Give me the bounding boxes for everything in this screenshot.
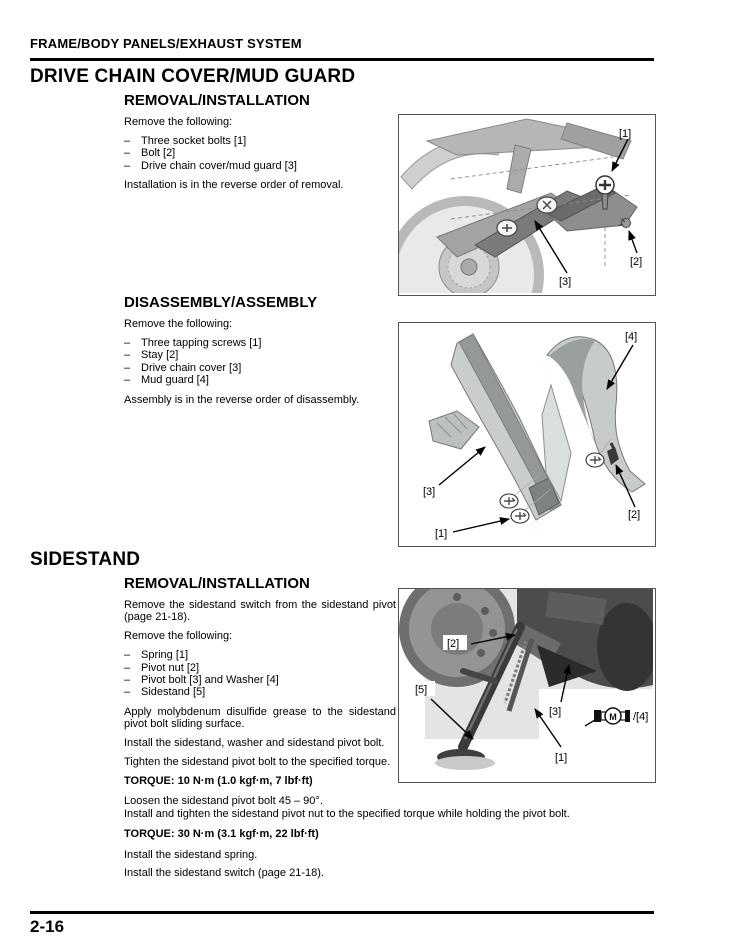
bullet-marker: – [124,336,131,349]
footer-rule [30,911,654,914]
bullet-marker: – [124,686,131,699]
sidestand-para-tighten: Tighten the sidestand pivot bolt to the specified torque. [124,756,391,769]
bullet-marker: – [124,649,131,662]
bullet-text: Mud guard [4] [141,374,209,387]
figure-chain-cover-disassembly [398,322,656,547]
bullet-text: Bolt [2] [141,147,176,160]
figure-label-1: [1] [435,528,448,540]
photo-white-area [539,689,653,780]
chain-cover-disassembly-illustration [399,323,653,544]
disc-hole [489,629,497,637]
footer-page-number: 2-16 [30,917,65,936]
bullet-text: Pivot nut [2] [141,661,200,674]
sidestand-para-nut: Install and tighten the sidestand pivot nut to the specified torque while holding the pivot bolt. [124,808,570,820]
list-item [124,662,396,674]
chain-cover-removal-outro: Installation is in the reverse order of removal. [124,179,344,192]
bullet-marker: – [124,374,131,387]
list-item [124,686,396,698]
callout-arrow-3 [439,447,485,485]
list-item [124,349,396,361]
list-item [124,135,396,147]
bullet-marker: – [124,159,131,172]
figure-label-4: [4] [625,331,638,343]
disc-hole [477,649,485,657]
list-item [124,674,396,686]
sidestand-para-grease: Apply molybdenum disulfide grease to the sidestand pivot bolt sliding surface. [124,705,396,731]
guide-line [451,157,613,179]
tapping-screw-icon [511,509,529,523]
chain-cover-disassembly-intro: Remove the following: [124,318,233,330]
bullet-marker: – [124,134,131,147]
figure-label-2: [2] [628,509,641,521]
figure-label-3: [3] [549,706,562,718]
bullet-marker: – [124,361,131,374]
chain-cover-disassembly-list [124,337,396,387]
sidestand-para-loosen: Loosen the sidestand pivot bolt 45 – 90°. [124,795,323,808]
section-title-sidestand: SIDESTAND [30,549,141,570]
figure-label-2: [2] [447,638,460,650]
chain-cover-disassembly-outro: Assembly is in the reverse order of disassembly. [124,393,360,406]
chain-cover-disassembly-title: DISASSEMBLY/ASSEMBLY [124,294,318,311]
list-item [124,147,396,159]
chain-cover-removal-list [124,135,396,172]
sidestand-removal-text-wide [124,808,724,886]
list-item [124,374,396,386]
figure-label-3: [3] [423,486,436,498]
chain-cover-fin [429,411,479,449]
figure-label-3: [3] [559,276,572,288]
sidestand-torque-nut: TORQUE: 30 N·m (3.1 kgf·m, 22 lbf·ft) [124,828,319,841]
disc-hole [481,607,489,615]
chain-cover-removal-text [124,93,396,198]
bullet-text: Sidestand [5] [141,686,206,699]
figure-sidestand [398,588,656,783]
disc-hole [453,593,461,601]
sidestand-para-install: Install the sidestand, washer and sidestand pivot bolt. [124,737,385,750]
bullet-text: Pivot bolt [3] and Washer [4] [141,674,279,687]
grease-m-symbol: M [609,712,617,722]
callout-arrow-1 [453,519,509,532]
sidestand-removal-text [124,576,396,814]
chain-cover-removal-title: REMOVAL/INSTALLATION [124,92,310,109]
bullet-marker: – [124,661,131,674]
figure-label-2: [2] [630,256,643,268]
sidestand-photo [399,589,653,780]
sidestand-para-switch: Remove the sidestand switch from the sidestand pivot (page 21-18). [124,599,396,624]
sidestand-removal-list [124,649,396,699]
bullet-text: Drive chain cover [3] [141,361,242,374]
bullet-text: Drive chain cover/mud guard [3] [141,159,297,172]
socket-bolt-shank [602,194,608,209]
sidestand-torque-bolt: TORQUE: 10 N·m (1.0 kgf·m, 7 lbf·ft) [124,774,313,787]
bullet-text: Stay [2] [141,349,179,362]
bullet-marker: – [124,674,131,687]
figure-label-1: [1] [555,752,568,764]
section-title-drive-chain-cover: DRIVE CHAIN COVER/MUD GUARD [30,66,356,87]
list-item [124,337,396,349]
ground-shadow [435,756,495,770]
bullet-text: Three socket bolts [1] [141,134,247,147]
axle [461,259,477,275]
list-item [124,649,396,661]
bullet-text: Three tapping screws [1] [141,336,262,349]
chain-cover-removal-intro: Remove the following: [124,116,233,128]
list-item [124,362,396,374]
bullet-text: Spring [1] [141,649,189,662]
callout-arrow-2 [629,231,637,253]
figure-label-5: [5] [415,684,428,696]
sidestand-intro: Remove the following: [124,630,233,643]
figure-label-4: /[4] [633,711,649,723]
sidestand-removal-title: REMOVAL/INSTALLATION [124,575,310,592]
figure-chain-cover-removal [398,114,656,296]
figure-label-1: [1] [619,128,632,140]
sidestand-para-spring: Install the sidestand spring. [124,848,258,861]
chain-cover-disassembly-text [124,295,396,412]
tapping-screw-icon [500,494,518,508]
header-rule [30,58,654,61]
list-item [124,160,396,172]
chain-cover-removal-illustration [399,115,653,293]
sidestand-para-switch-install: Install the sidestand switch (page 21-18). [124,867,324,880]
tapping-screw-icon [586,453,604,467]
bullet-marker: – [124,147,131,160]
bullet-marker: – [124,349,131,362]
page-header-title: FRAME/BODY PANELS/EXHAUST SYSTEM [30,36,302,51]
